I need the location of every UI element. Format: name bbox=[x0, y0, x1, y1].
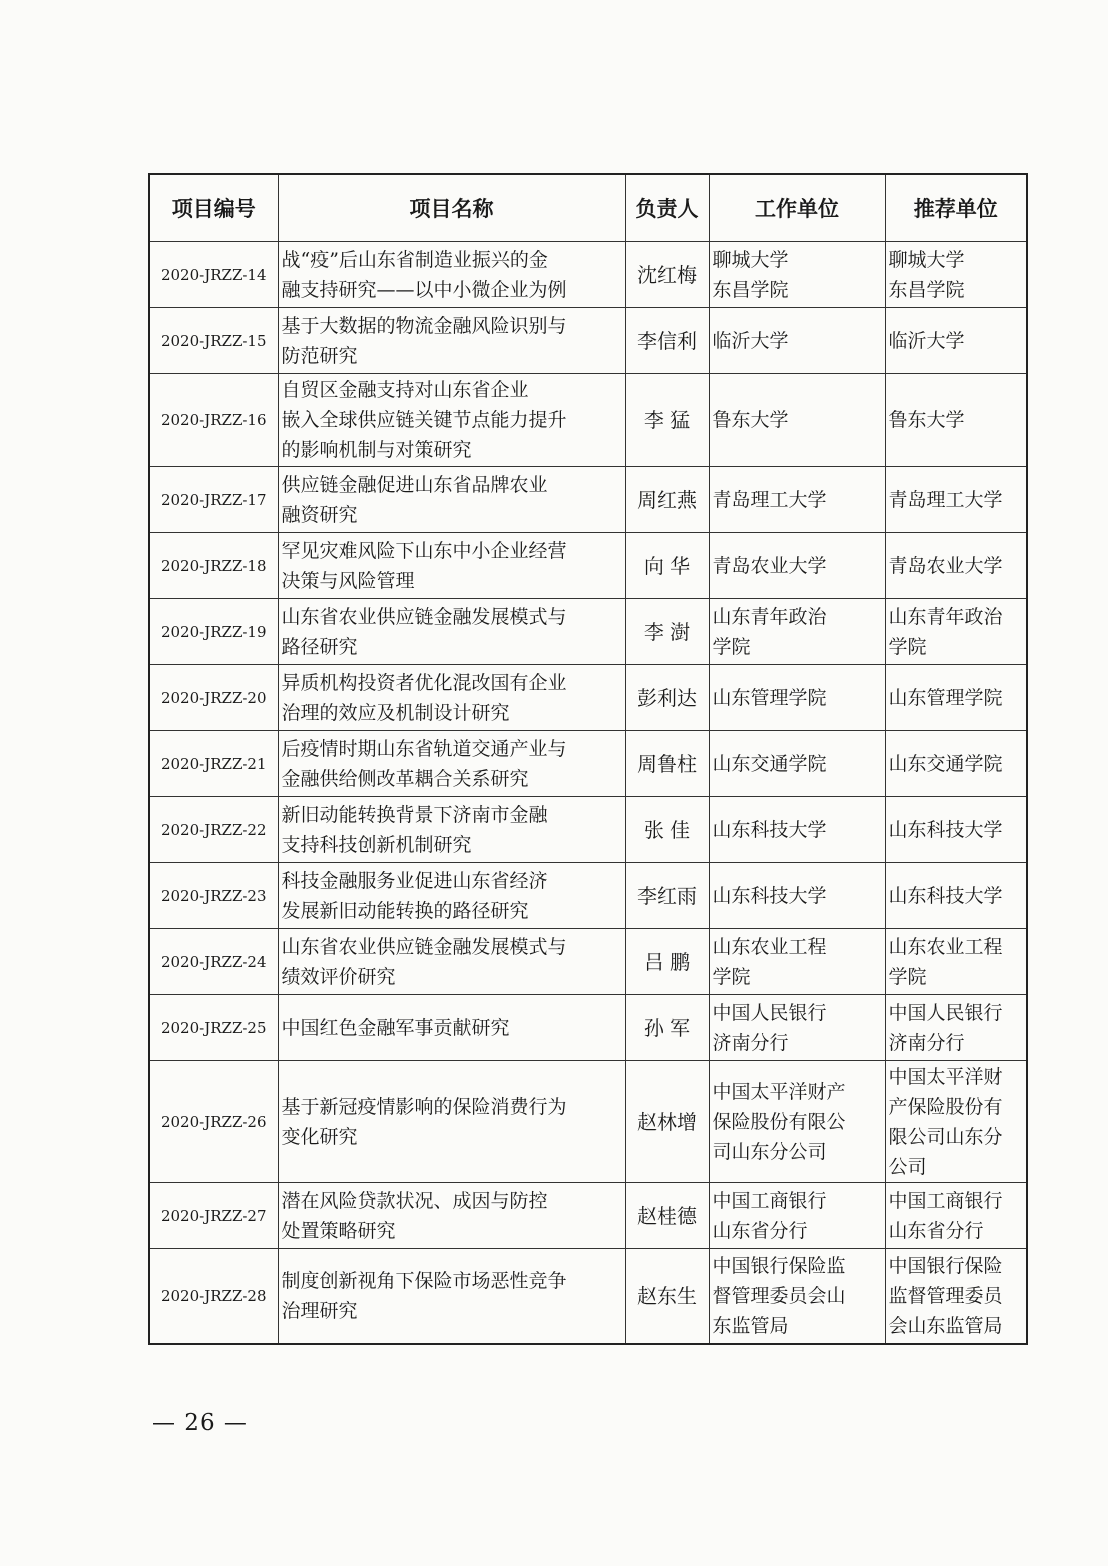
project-code-cell bbox=[149, 1061, 278, 1183]
project-name-cell-text: 基于新冠疫情影响的保险消费行为 变化研究 bbox=[281, 1095, 567, 1148]
project-table bbox=[148, 173, 1028, 1345]
recommending-unit-cell-text: 青岛理工大学 bbox=[888, 488, 1003, 511]
project-code-cell-text: 2020-JRZZ-14 bbox=[160, 265, 267, 284]
table-row bbox=[149, 797, 1027, 863]
table-row bbox=[149, 731, 1027, 797]
project-code-cell bbox=[149, 665, 278, 731]
project-code-cell-text: 2020-JRZZ-26 bbox=[160, 1112, 267, 1131]
work-unit-cell bbox=[709, 533, 885, 599]
person-in-charge-cell-text: 李红雨 bbox=[637, 883, 697, 908]
person-in-charge-cell-text: 彭利达 bbox=[637, 685, 697, 710]
person-in-charge-cell-text: 赵桂德 bbox=[637, 1203, 697, 1228]
project-code-cell bbox=[149, 1183, 278, 1249]
person-in-charge-cell-text: 周红燕 bbox=[637, 487, 697, 512]
project-code-cell-text: 2020-JRZZ-20 bbox=[160, 688, 267, 707]
project-name-cell-text: 异质机构投资者优化混改国有企业 治理的效应及机制设计研究 bbox=[281, 671, 567, 724]
project-code-cell bbox=[149, 995, 278, 1061]
recommending-unit-cell-text: 山东科技大学 bbox=[888, 818, 1003, 841]
project-name-cell bbox=[278, 599, 625, 665]
person-in-charge-cell bbox=[625, 1183, 709, 1249]
person-in-charge-cell bbox=[625, 929, 709, 995]
person-in-charge-cell-text: 沈红梅 bbox=[637, 262, 697, 287]
recommending-unit-cell bbox=[885, 242, 1027, 308]
person-in-charge-cell bbox=[625, 308, 709, 374]
header-project-name: 项目名称 bbox=[278, 174, 625, 242]
project-code-cell bbox=[149, 863, 278, 929]
work-unit-cell-text: 鲁东大学 bbox=[712, 409, 789, 431]
person-in-charge-cell bbox=[625, 242, 709, 308]
project-code-cell bbox=[149, 374, 278, 467]
work-unit-cell bbox=[709, 599, 885, 665]
person-in-charge-cell bbox=[625, 731, 709, 797]
work-unit-cell bbox=[709, 665, 885, 731]
person-in-charge-cell bbox=[625, 797, 709, 863]
project-name-cell bbox=[278, 374, 625, 467]
header-project-code: 项目编号 bbox=[149, 174, 278, 242]
person-in-charge-cell-text: 孙 军 bbox=[643, 1015, 691, 1040]
work-unit-cell bbox=[709, 731, 885, 797]
person-in-charge-cell bbox=[625, 599, 709, 665]
project-name-cell bbox=[278, 1183, 625, 1249]
project-code-cell bbox=[149, 1249, 278, 1344]
project-name-cell-text: 山东省农业供应链金融发展模式与 路径研究 bbox=[281, 605, 567, 658]
recommending-unit-cell-text: 山东交通学院 bbox=[888, 752, 1003, 775]
work-unit-cell bbox=[709, 995, 885, 1061]
project-name-cell bbox=[278, 533, 625, 599]
recommending-unit-cell-text: 山东农业工程 学院 bbox=[888, 935, 1003, 988]
recommending-unit-cell-text: 临沂大学 bbox=[888, 329, 965, 352]
project-name-cell bbox=[278, 308, 625, 374]
recommending-unit-cell bbox=[885, 1249, 1027, 1344]
recommending-unit-cell bbox=[885, 1183, 1027, 1249]
project-code-cell-text: 2020-JRZZ-24 bbox=[160, 952, 267, 971]
table-row bbox=[149, 929, 1027, 995]
project-code-cell bbox=[149, 599, 278, 665]
recommending-unit-cell-text: 聊城大学 东昌学院 bbox=[888, 248, 965, 301]
work-unit-cell bbox=[709, 929, 885, 995]
work-unit-cell-text: 中国太平洋财产 保险股份有限公 司山东分公司 bbox=[712, 1080, 846, 1163]
work-unit-cell bbox=[709, 863, 885, 929]
project-name-cell bbox=[278, 797, 625, 863]
project-code-cell-text: 2020-JRZZ-25 bbox=[160, 1018, 267, 1037]
work-unit-cell-text: 山东科技大学 bbox=[712, 884, 827, 907]
table-header-row bbox=[149, 174, 1027, 242]
recommending-unit-cell bbox=[885, 533, 1027, 599]
project-name-cell-text: 潜在风险贷款状况、成因与防控 处置策略研究 bbox=[281, 1189, 548, 1242]
work-unit-cell bbox=[709, 467, 885, 533]
recommending-unit-cell bbox=[885, 863, 1027, 929]
project-code-cell-text: 2020-JRZZ-22 bbox=[160, 820, 267, 839]
recommending-unit-cell bbox=[885, 599, 1027, 665]
project-code-cell bbox=[149, 242, 278, 308]
work-unit-cell-text: 聊城大学 东昌学院 bbox=[712, 248, 789, 301]
project-code-cell bbox=[149, 467, 278, 533]
table-row bbox=[149, 242, 1027, 308]
work-unit-cell bbox=[709, 797, 885, 863]
project-code-cell-text: 2020-JRZZ-19 bbox=[160, 622, 267, 641]
header-work-unit: 工作单位 bbox=[709, 174, 885, 242]
work-unit-cell-text: 山东管理学院 bbox=[712, 686, 827, 709]
person-in-charge-cell bbox=[625, 665, 709, 731]
work-unit-cell-text: 青岛农业大学 bbox=[712, 554, 827, 577]
page-number: — 26 — bbox=[152, 1410, 248, 1436]
recommending-unit-cell bbox=[885, 731, 1027, 797]
project-code-cell-text: 2020-JRZZ-17 bbox=[160, 490, 267, 509]
table-row bbox=[149, 467, 1027, 533]
header-person-in-charge: 负责人 bbox=[625, 174, 709, 242]
work-unit-cell bbox=[709, 308, 885, 374]
person-in-charge-cell-text: 吕 鹏 bbox=[643, 949, 691, 974]
recommending-unit-cell bbox=[885, 374, 1027, 467]
header-recommending-unit: 推荐单位 bbox=[885, 174, 1027, 242]
person-in-charge-cell bbox=[625, 995, 709, 1061]
project-name-cell-text: 科技金融服务业促进山东省经济 发展新旧动能转换的路径研究 bbox=[281, 869, 548, 922]
project-name-cell bbox=[278, 1061, 625, 1183]
work-unit-cell-text: 青岛理工大学 bbox=[712, 488, 827, 511]
person-in-charge-cell-text: 张 佳 bbox=[643, 817, 691, 842]
project-name-cell bbox=[278, 995, 625, 1061]
work-unit-cell bbox=[709, 374, 885, 467]
work-unit-cell-text: 临沂大学 bbox=[712, 329, 789, 352]
project-code-cell-text: 2020-JRZZ-18 bbox=[160, 556, 267, 575]
work-unit-cell-text: 山东交通学院 bbox=[712, 752, 827, 775]
project-name-cell-text: 自贸区金融支持对山东省企业 嵌入全球供应链关键节点能力提升 的影响机制与对策研究 bbox=[281, 379, 567, 461]
project-name-cell-text: 中国红色金融军事贡献研究 bbox=[281, 1016, 510, 1039]
project-code-cell bbox=[149, 797, 278, 863]
table-row bbox=[149, 1183, 1027, 1249]
project-code-cell-text: 2020-JRZZ-27 bbox=[160, 1206, 267, 1225]
person-in-charge-cell-text: 李信利 bbox=[637, 328, 697, 353]
project-name-cell bbox=[278, 863, 625, 929]
recommending-unit-cell bbox=[885, 797, 1027, 863]
person-in-charge-cell bbox=[625, 533, 709, 599]
person-in-charge-cell bbox=[625, 467, 709, 533]
project-code-cell-text: 2020-JRZZ-21 bbox=[160, 754, 267, 773]
work-unit-cell-text: 山东农业工程 学院 bbox=[712, 935, 827, 988]
table-row bbox=[149, 599, 1027, 665]
project-name-cell-text: 基于大数据的物流金融风险识别与 防范研究 bbox=[281, 314, 567, 367]
project-name-cell bbox=[278, 242, 625, 308]
table-row bbox=[149, 374, 1027, 467]
table-row bbox=[149, 863, 1027, 929]
person-in-charge-cell bbox=[625, 1249, 709, 1344]
work-unit-cell-text: 山东青年政治 学院 bbox=[712, 605, 827, 658]
project-code-cell bbox=[149, 533, 278, 599]
work-unit-cell-text: 中国工商银行 山东省分行 bbox=[712, 1189, 827, 1242]
project-name-cell-text: 罕见灾难风险下山东中小企业经营 决策与风险管理 bbox=[281, 539, 567, 592]
project-name-cell bbox=[278, 467, 625, 533]
project-name-cell-text: 新旧动能转换背景下济南市金融 支持科技创新机制研究 bbox=[281, 803, 548, 856]
person-in-charge-cell-text: 赵东生 bbox=[637, 1283, 697, 1308]
work-unit-cell bbox=[709, 1183, 885, 1249]
person-in-charge-cell bbox=[625, 1061, 709, 1183]
recommending-unit-cell-text: 中国工商银行 山东省分行 bbox=[888, 1189, 1003, 1242]
project-code-cell bbox=[149, 731, 278, 797]
work-unit-cell bbox=[709, 242, 885, 308]
project-code-cell-text: 2020-JRZZ-23 bbox=[160, 886, 267, 905]
project-code-cell bbox=[149, 308, 278, 374]
project-name-cell-text: 山东省农业供应链金融发展模式与 绩效评价研究 bbox=[281, 935, 567, 988]
recommending-unit-cell-text: 中国太平洋财 产保险股份有 限公司山东分 公司 bbox=[888, 1065, 1003, 1178]
project-name-cell-text: 后疫情时期山东省轨道交通产业与 金融供给侧改革耦合关系研究 bbox=[281, 737, 567, 790]
recommending-unit-cell-text: 青岛农业大学 bbox=[888, 554, 1003, 577]
work-unit-cell bbox=[709, 1249, 885, 1344]
recommending-unit-cell-text: 山东管理学院 bbox=[888, 686, 1003, 709]
table-body bbox=[149, 242, 1027, 1344]
person-in-charge-cell-text: 李 澍 bbox=[643, 619, 691, 644]
recommending-unit-cell bbox=[885, 1061, 1027, 1183]
table-row bbox=[149, 995, 1027, 1061]
recommending-unit-cell bbox=[885, 929, 1027, 995]
project-name-cell bbox=[278, 731, 625, 797]
recommending-unit-cell-text: 中国银行保险 监督管理委员 会山东监管局 bbox=[888, 1254, 1003, 1337]
project-name-cell-text: 供应链金融促进山东省品牌农业 融资研究 bbox=[281, 473, 548, 526]
project-name-cell-text: 战“疫”后山东省制造业振兴的金 融支持研究——以中小微企业为例 bbox=[281, 248, 567, 301]
project-name-cell bbox=[278, 929, 625, 995]
work-unit-cell-text: 中国人民银行 济南分行 bbox=[712, 1001, 827, 1054]
recommending-unit-cell-text: 山东科技大学 bbox=[888, 884, 1003, 907]
project-name-cell bbox=[278, 665, 625, 731]
work-unit-cell-text: 山东科技大学 bbox=[712, 818, 827, 841]
project-code-cell-text: 2020-JRZZ-28 bbox=[160, 1286, 267, 1305]
table-row bbox=[149, 1061, 1027, 1183]
recommending-unit-cell bbox=[885, 308, 1027, 374]
recommending-unit-cell bbox=[885, 995, 1027, 1061]
work-unit-cell-text: 中国银行保险监 督管理委员会山 东监管局 bbox=[712, 1254, 846, 1337]
table-row bbox=[149, 665, 1027, 731]
table-row bbox=[149, 308, 1027, 374]
person-in-charge-cell-text: 赵林增 bbox=[637, 1109, 697, 1134]
project-name-cell bbox=[278, 1249, 625, 1344]
recommending-unit-cell bbox=[885, 467, 1027, 533]
person-in-charge-cell bbox=[625, 374, 709, 467]
person-in-charge-cell-text: 周鲁柱 bbox=[637, 751, 697, 776]
recommending-unit-cell-text: 中国人民银行 济南分行 bbox=[888, 1001, 1003, 1054]
table-row bbox=[149, 1249, 1027, 1344]
project-code-cell-text: 2020-JRZZ-16 bbox=[160, 411, 267, 429]
person-in-charge-cell-text: 李 猛 bbox=[643, 408, 691, 432]
person-in-charge-cell-text: 向 华 bbox=[643, 553, 691, 578]
table-row bbox=[149, 533, 1027, 599]
work-unit-cell bbox=[709, 1061, 885, 1183]
recommending-unit-cell bbox=[885, 665, 1027, 731]
project-code-cell bbox=[149, 929, 278, 995]
recommending-unit-cell-text: 山东青年政治 学院 bbox=[888, 605, 1003, 658]
project-name-cell-text: 制度创新视角下保险市场恶性竞争 治理研究 bbox=[281, 1269, 567, 1322]
person-in-charge-cell bbox=[625, 863, 709, 929]
project-code-cell-text: 2020-JRZZ-15 bbox=[160, 331, 267, 350]
recommending-unit-cell-text: 鲁东大学 bbox=[888, 409, 965, 431]
